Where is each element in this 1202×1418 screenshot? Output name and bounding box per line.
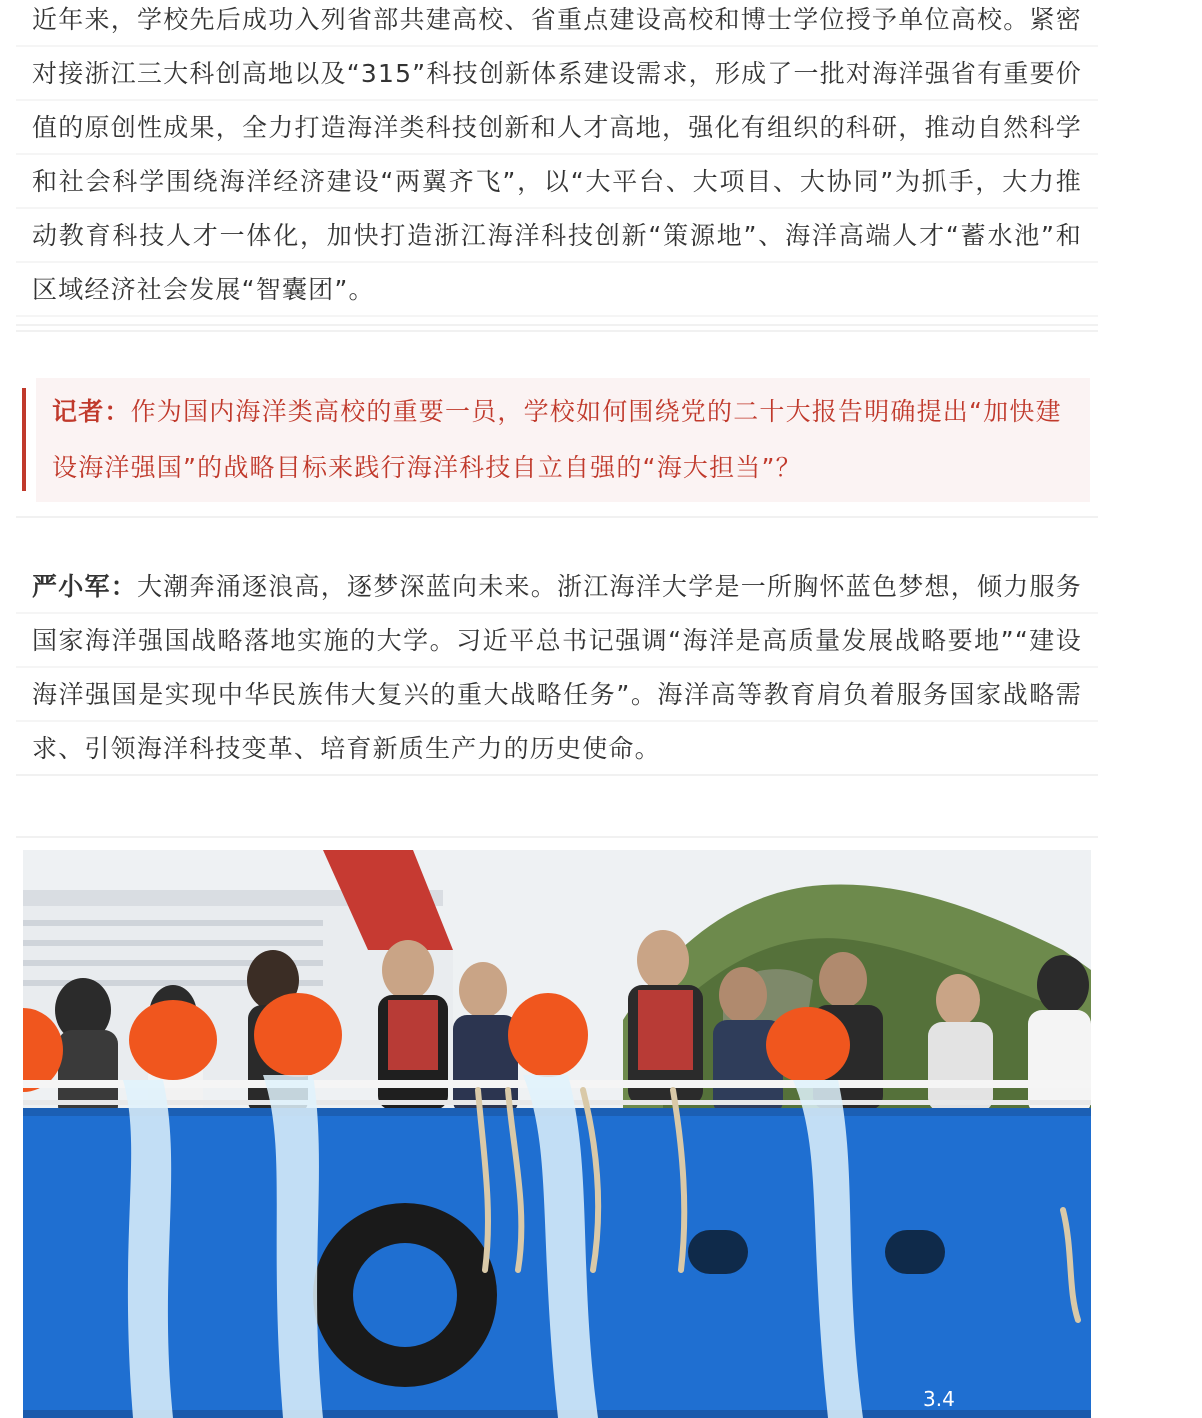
quote-accent-bar: [22, 388, 26, 491]
reporter-question: [36, 378, 1090, 502]
reporter-question-text: 作为国内海洋类高校的重要一员，学校如何围绕党的二十大报告明确提出“加快建设海洋强国”的战略目标来践行海洋科技自立自强的“海大担当”？: [52, 397, 1062, 482]
answer-paragraph: [16, 560, 1098, 776]
section-divider: [16, 330, 1098, 332]
section-divider: [16, 836, 1098, 838]
paragraph-school-achievements: 近年来，学校先后成功入列省部共建高校、省重点建设高校和博士学位授予单位高校。紧密对接浙江三大科创高地以及“315”科技创新体系建设需求，形成了一批对海洋强省有重要价值的原创性成果，全力打造海洋类科技创新和人才高地，强化有组织的科研，推动自然科学和社会科学围绕海洋经济建设“两翼齐飞”，以“大平台、大项目、大协同”为抓手，大力推动教育科技人才一体化，加快打造浙江海洋科技创新“策源地”、海洋高端人才“蓄水池”和区域经济社会发展“智囊团”。: [16, 0, 1098, 326]
interviewee-label: 严小军：: [32, 572, 138, 601]
reporter-question-block: [22, 378, 1090, 502]
reporter-label: 记者：: [52, 397, 131, 426]
section-divider: [16, 516, 1098, 518]
article-photo: [23, 850, 1091, 1418]
answer-text: 大潮奔涌逐浪高，逐梦深蓝向未来。浙江海洋大学是一所胸怀蓝色梦想，倾力服务国家海洋强国战略落地实施的大学。习近平总书记强调“海洋是高质量发展战略要地”“建设海洋强国是实现中华民族伟大复兴的重大战略任务”。海洋高等教育肩负着服务国家战略需求、引领海洋科技变革、培育新质生产力的历史使命。: [32, 572, 1082, 763]
photo-fish-release-illustration: [23, 850, 1091, 1418]
hull-marking: 3.4: [923, 1387, 955, 1411]
